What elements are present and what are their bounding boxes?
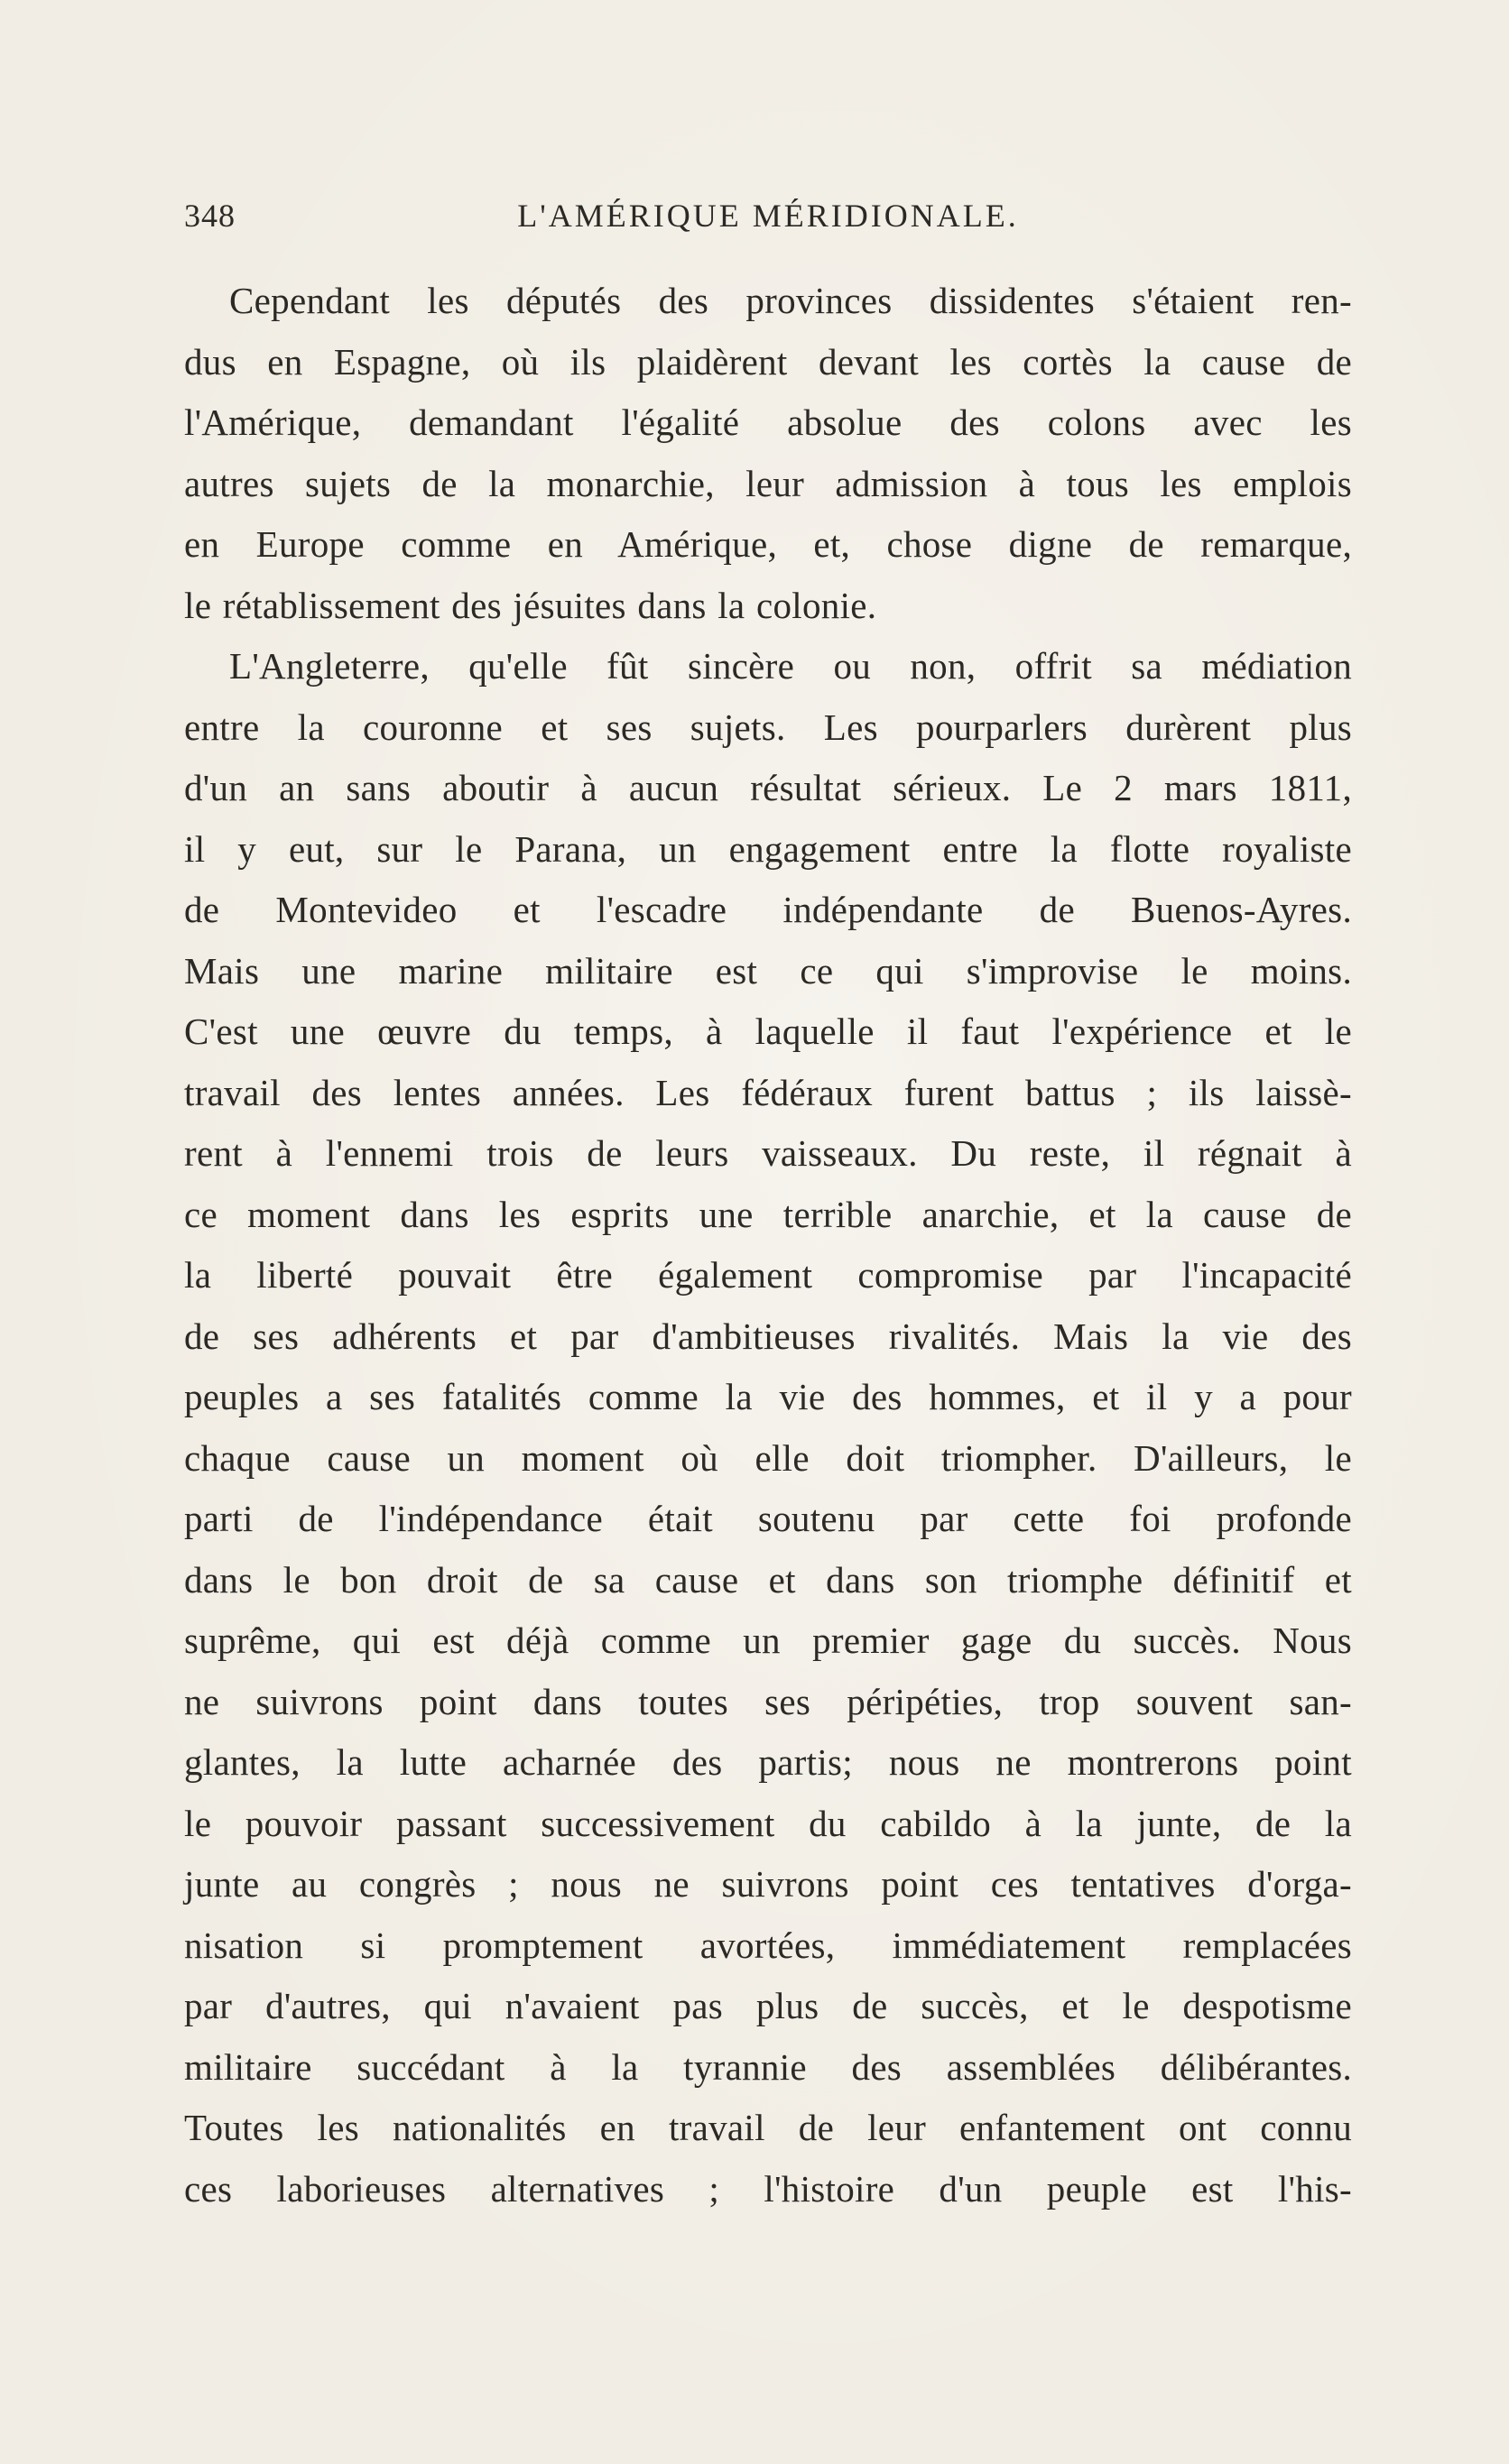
text-line: la liberté pouvait être également compromise par l'incapacité	[184, 1254, 1352, 1296]
text-line: Cependant les députés des provinces dissidentes s'étaient ren-	[229, 280, 1352, 321]
text-line: junte au congrès ; nous ne suivrons point ces tentatives d'orga-	[184, 1863, 1352, 1905]
page-number: 348	[184, 198, 236, 234]
text-line: le rétablissement des jésuites dans la colonie.	[184, 584, 877, 626]
text-line: en Europe comme en Amérique, et, chose digne de remarque,	[184, 523, 1352, 565]
text-line: travail des lentes années. Les fédéraux furent battus ; ils laissè-	[184, 1071, 1352, 1113]
running-title: L'AMÉRIQUE MÉRIDIONALE.	[517, 198, 1019, 234]
text-line: ce moment dans les esprits une terrible anarchie, et la cause de	[184, 1193, 1352, 1235]
page-header	[184, 197, 1352, 247]
text-line: rent à l'ennemi trois de leurs vaisseaux. Du reste, il régnait à	[184, 1132, 1352, 1174]
text-line: suprême, qui est déjà comme un premier gage du succès. Nous	[184, 1620, 1352, 1661]
text-line: dus en Espagne, où ils plaidèrent devant les cortès la cause de	[184, 340, 1352, 383]
text-line: militaire succédant à la tyrannie des assemblées délibérantes.	[184, 2045, 1352, 2088]
text-line: autres sujets de la monarchie, leur admission à tous les emplois	[184, 462, 1352, 504]
text-line: nisation si promptement avortées, immédiatement remplacées	[184, 1924, 1352, 1966]
text-line: C'est une œuvre du temps, à laquelle il faut l'expérience et le	[184, 1011, 1352, 1052]
text-line: peuples a ses fatalités comme la vie des hommes, et il y a pour	[184, 1376, 1352, 1417]
text-line: de Montevideo et l'escadre indépendante de Buenos-Ayres.	[184, 889, 1352, 930]
text-line: par d'autres, qui n'avaient pas plus de succès, et le despotisme	[184, 1985, 1352, 2026]
body-text	[184, 271, 1352, 2219]
text-line: chaque cause un moment où elle doit triompher. D'ailleurs, le	[184, 1436, 1352, 1479]
text-line: entre la couronne et ses sujets. Les pourparlers durèrent plus	[184, 706, 1352, 748]
text-line: le pouvoir passant successivement du cabildo à la junte, de la	[184, 1802, 1352, 1844]
text-line: d'un an sans aboutir à aucun résultat sérieux. Le 2 mars 1811,	[184, 767, 1352, 808]
text-line: ces laborieuses alternatives ; l'histoire d'un peuple est l'his-	[184, 2167, 1352, 2210]
text-line: parti de l'indépendance était soutenu par cette foi profonde	[184, 1498, 1352, 1539]
text-line: ne suivrons point dans toutes ses péripéties, trop souvent san-	[184, 1680, 1352, 1722]
text-line: Toutes les nationalités en travail de leur enfantement ont connu	[184, 2107, 1352, 2148]
text-line: dans le bon droit de sa cause et dans son triomphe définitif et	[184, 1558, 1352, 1601]
text-line: Mais une marine militaire est ce qui s'improvise le moins.	[184, 949, 1352, 992]
text-line: de ses adhérents et par d'ambitieuses rivalités. Mais la vie des	[184, 1315, 1352, 1357]
text-line: glantes, la lutte acharnée des partis; nous ne montrerons point	[184, 1741, 1352, 1783]
text-line: L'Angleterre, qu'elle fût sincère ou non, offrit sa médiation	[229, 645, 1352, 687]
text-line: l'Amérique, demandant l'égalité absolue des colons avec les	[184, 401, 1352, 443]
text-line: il y eut, sur le Parana, un engagement entre la flotte royaliste	[184, 827, 1352, 870]
